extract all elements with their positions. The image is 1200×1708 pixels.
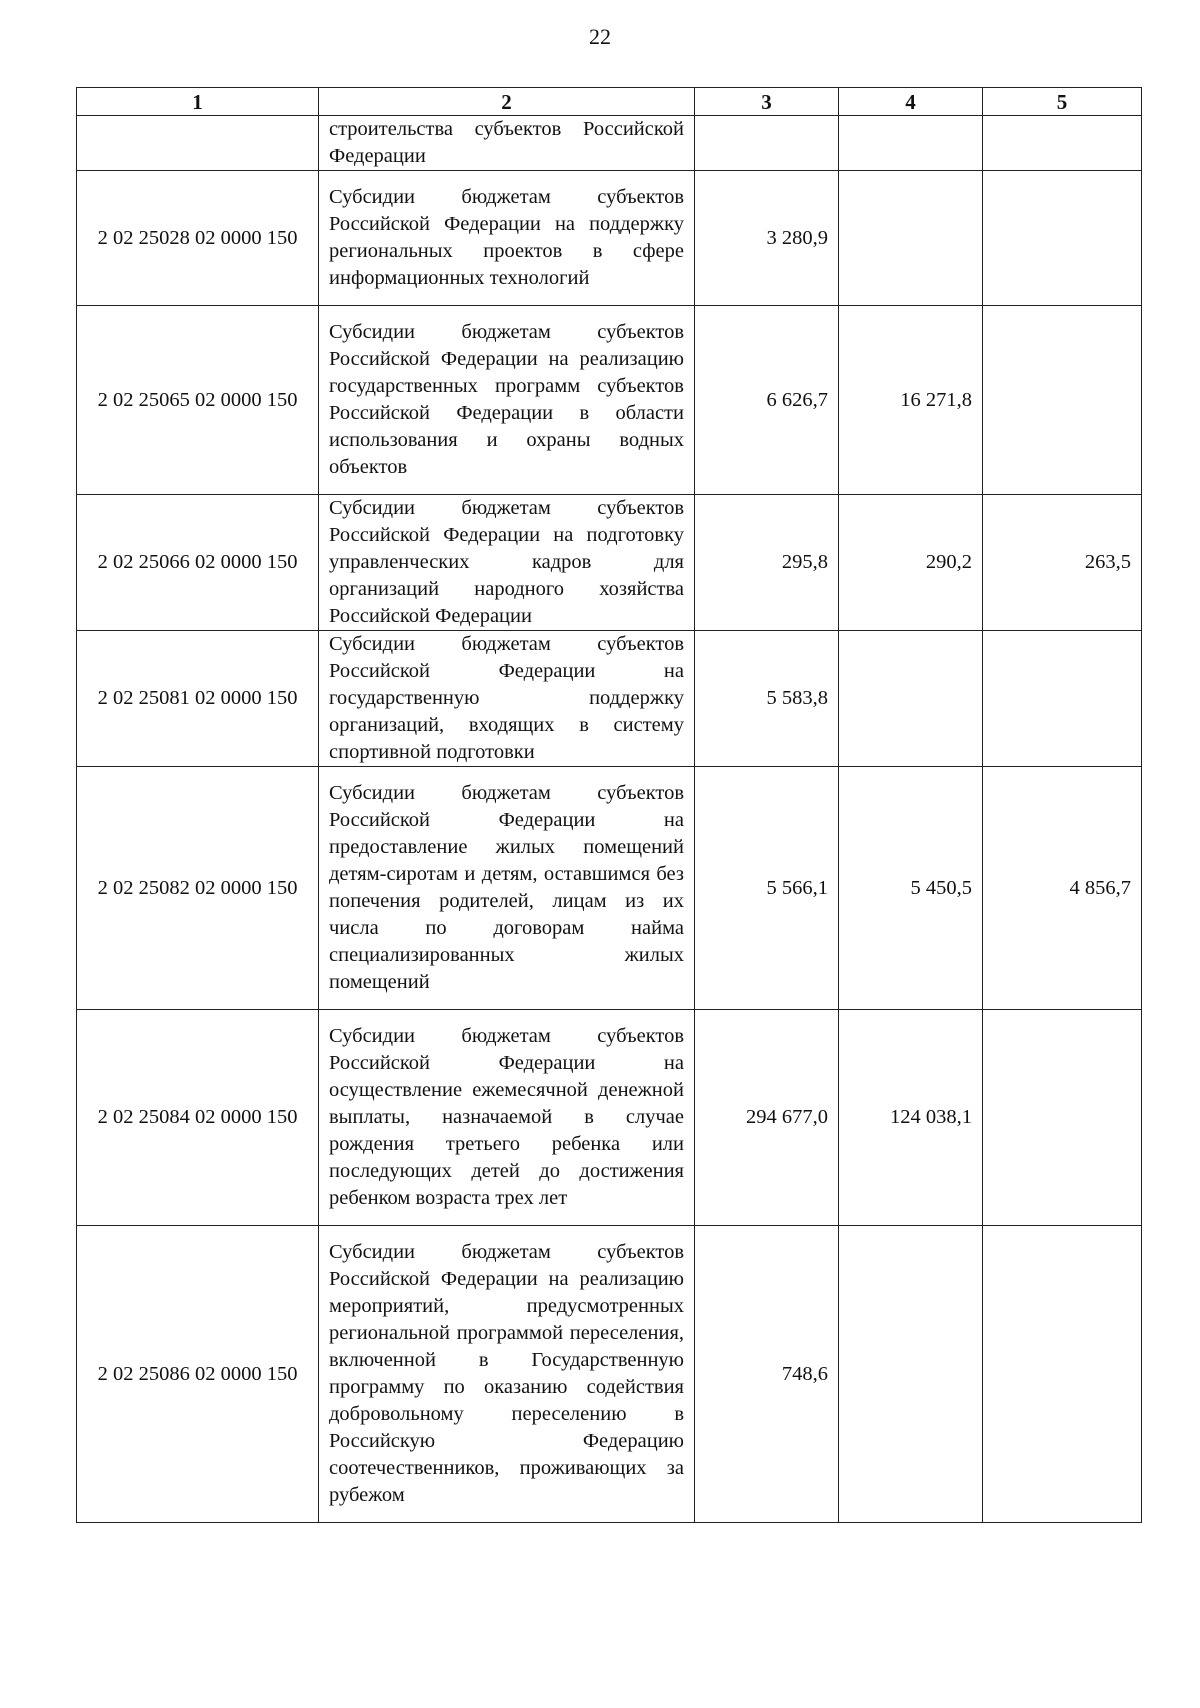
row-value-col3: 6 626,7 [695, 306, 839, 495]
row-value-col5: 4 856,7 [983, 767, 1142, 1010]
table-row [77, 1010, 1142, 1226]
row-description: Субсидии бюджетам субъектов Российской Федерации на реализацию мероприятий, предусмотренных региональной программой переселения, включенной в Государственную программу по оказанию содействия добровольному переселению в Российскую Федерацию соотечественников, проживающих за рубежом [319, 1226, 695, 1523]
row-code: 2 02 25065 02 0000 150 [77, 306, 319, 495]
row-value-col3: 5 566,1 [695, 767, 839, 1010]
row-value-col4 [839, 116, 983, 171]
row-value-col4: 5 450,5 [839, 767, 983, 1010]
row-value-col4 [839, 1226, 983, 1523]
table-row [77, 1226, 1142, 1523]
header-col-1: 1 [77, 88, 319, 116]
row-description: Субсидии бюджетам субъектов Российской Федерации на государственную поддержку организаций, входящих в систему спортивной подготовки [319, 631, 695, 767]
row-value-col5 [983, 306, 1142, 495]
budget-table [76, 87, 1142, 1523]
table-row [77, 631, 1142, 767]
row-description: Субсидии бюджетам субъектов Российской Федерации на поддержку региональных проектов в сфере информационных технологий [319, 171, 695, 306]
table-row [77, 767, 1142, 1010]
page-number: 22 [589, 24, 611, 49]
table-row [77, 171, 1142, 306]
row-value-col5 [983, 116, 1142, 171]
row-code: 2 02 25028 02 0000 150 [77, 171, 319, 306]
row-code [77, 116, 319, 171]
row-value-col4 [839, 631, 983, 767]
row-code: 2 02 25066 02 0000 150 [77, 495, 319, 631]
row-value-col5 [983, 1010, 1142, 1226]
row-value-col5: 263,5 [983, 495, 1142, 631]
row-value-col4: 16 271,8 [839, 306, 983, 495]
row-description: Субсидии бюджетам субъектов Российской Федерации на подготовку управленческих кадров для организаций народного хозяйства Российской Федерации [319, 495, 695, 631]
row-value-col5 [983, 1226, 1142, 1523]
row-description: Субсидии бюджетам субъектов Российской Федерации на реализацию государственных программ субъектов Российской Федерации в области использования и охраны водных объектов [319, 306, 695, 495]
row-value-col3: 748,6 [695, 1226, 839, 1523]
row-value-col5 [983, 631, 1142, 767]
row-code: 2 02 25081 02 0000 150 [77, 631, 319, 767]
row-value-col4 [839, 171, 983, 306]
row-value-col5 [983, 171, 1142, 306]
row-value-col4: 290,2 [839, 495, 983, 631]
row-description: Субсидии бюджетам субъектов Российской Федерации на осуществление ежемесячной денежной выплаты, назначаемой в случае рождения третьего ребенка или последующих детей до достижения ребенком возраста трех лет [319, 1010, 695, 1226]
row-value-col3 [695, 116, 839, 171]
row-value-col3: 3 280,9 [695, 171, 839, 306]
table-row [77, 306, 1142, 495]
header-col-5: 5 [983, 88, 1142, 116]
header-col-2: 2 [319, 88, 695, 116]
row-code: 2 02 25086 02 0000 150 [77, 1226, 319, 1523]
row-value-col4: 124 038,1 [839, 1010, 983, 1226]
row-code: 2 02 25082 02 0000 150 [77, 767, 319, 1010]
row-value-col3: 295,8 [695, 495, 839, 631]
table-row [77, 495, 1142, 631]
row-value-col3: 5 583,8 [695, 631, 839, 767]
row-description: строительства субъектов Российской Федерации [319, 116, 695, 171]
header-col-3: 3 [695, 88, 839, 116]
row-value-col3: 294 677,0 [695, 1010, 839, 1226]
row-code: 2 02 25084 02 0000 150 [77, 1010, 319, 1226]
table-row [77, 116, 1142, 171]
row-description: Субсидии бюджетам субъектов Российской Федерации на предоставление жилых помещений детям-сиротам и детям, оставшимся без попечения родителей, лицам из их числа по договорам найма специализированных жилых помещений [319, 767, 695, 1010]
header-col-4: 4 [839, 88, 983, 116]
table-header-row [77, 88, 1142, 116]
